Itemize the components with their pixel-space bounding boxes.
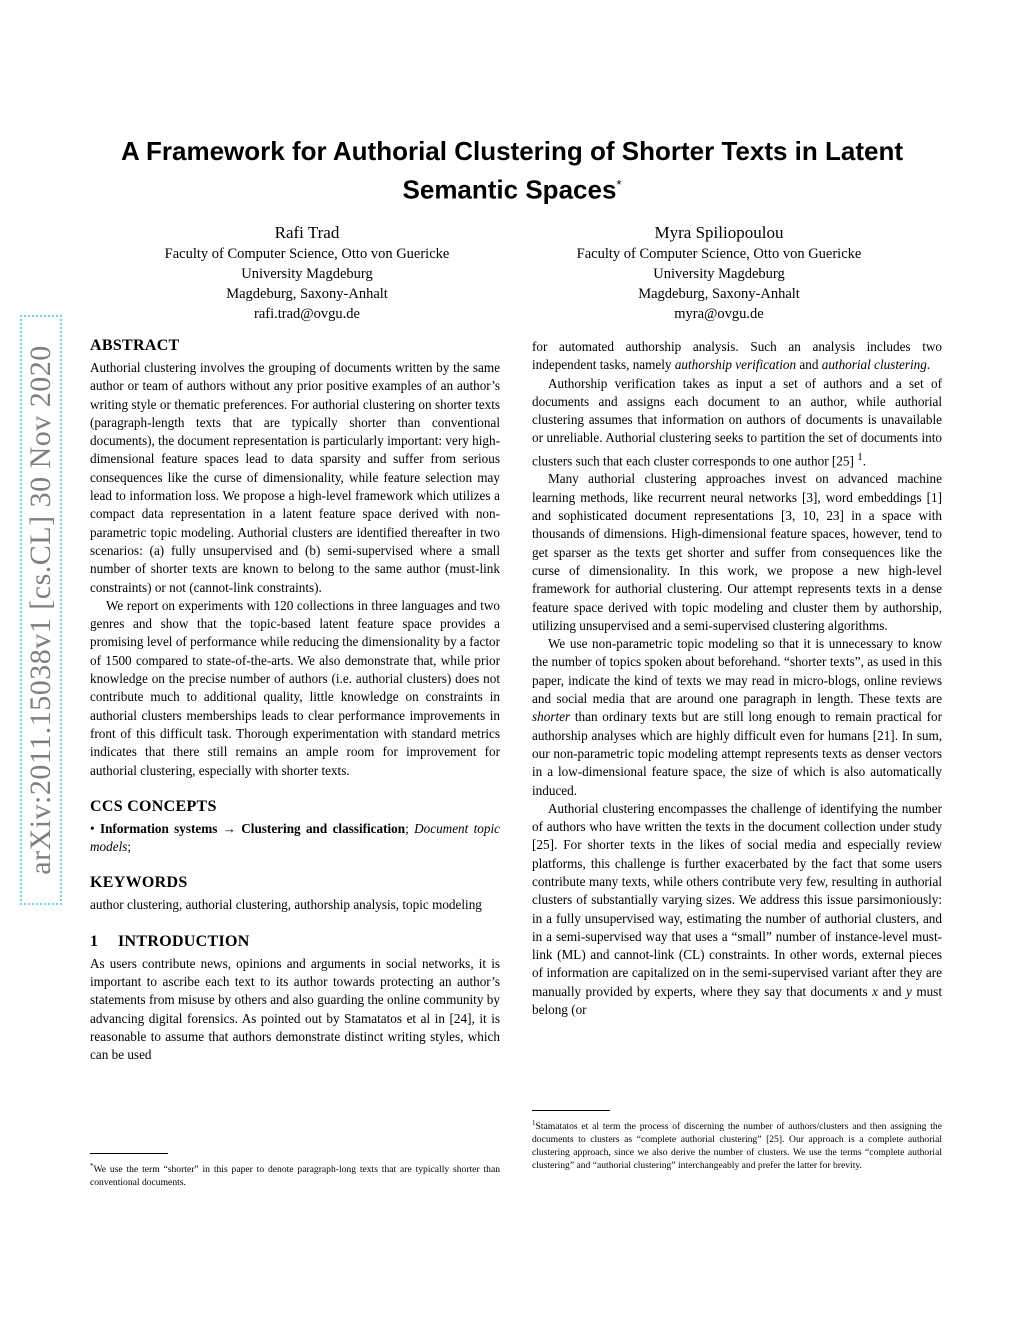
footnote-marker: *	[90, 1162, 94, 1170]
author-affiliation: Faculty of Computer Science, Otto von Guericke	[576, 246, 862, 262]
ccs-heading: CCS CONCEPTS	[90, 797, 217, 815]
text-run: for automated authorship analysis. Such an analysis includes two independent tasks, namely	[532, 339, 942, 373]
author-block-2	[539, 222, 899, 324]
author-affiliation: University Magdeburg	[653, 266, 785, 282]
right-footnote	[532, 1110, 942, 1172]
left-footnote	[90, 1153, 500, 1190]
intro-paragraph: As users contribute news, opinions and arguments in social networks, it is important to ascribe each text to its author towards protecting an author’s statements from misuse by others and also guarding the online community by advancing digital forensics. As pointed out by Stamatatos et al in [24], it is reasonable to assume that authors demonstrate distinct writing styles, which can be used	[90, 955, 500, 1063]
ccs-term: Document topic models	[90, 820, 501, 855]
footnote-marker: 1	[532, 1119, 536, 1127]
abstract-heading: ABSTRACT	[90, 337, 180, 354]
section-number: 1	[90, 932, 99, 950]
keywords-heading: KEYWORDS	[90, 874, 188, 892]
ccs-term: Information systems	[99, 820, 218, 836]
author-affiliation: University Magdeburg	[241, 266, 373, 282]
math-variable: x	[872, 983, 879, 999]
author-affiliation: Magdeburg, Saxony-Anhalt	[638, 286, 800, 302]
footnote-body: Stamatatos et al term the process of discerning the number of authors/clusters and then assigning the documents to clusters as “complete authorial clustering” [25]. Our approach is a complete authorial clustering approach, since we also derive the number of clusters. We use the terms “complete authorial clustering” and “authorial clustering” interchangeably and prefer the latter for brevity.	[532, 1121, 942, 1171]
author-block-1	[127, 222, 487, 324]
left-column	[90, 335, 500, 1065]
text-run: Authorship verification takes as input a set of authors and a set of documents and assigns each document to an author, while authorial clustering assumes that information on authors of documents is unavailable or unreliable. Authorial clustering seeks to partition the set of documents into clusters such that each cluster corresponds to one author [25]	[532, 375, 942, 469]
text-run: than ordinary texts but are still long enough to remain practical for authorship analyses which are highly difficult even for humans [21]. In sum, our non-parametric topic modeling attempt represents texts as denser vectors in a low-dimensional feature space, the size of which is also automatically induced.	[532, 709, 942, 798]
ccs-concepts	[90, 820, 500, 857]
text-run: We use non-parametric topic modeling so that it is unnecessary to know the number of topics spoken about beforehand. “shorter texts”, as used in this paper, indicate the kind of texts we may read in micro-blogs, online reviews and social media that are around one paragraph in length. These texts are	[532, 636, 942, 707]
emphasis-text: shorter	[532, 709, 571, 725]
math-variable: y	[906, 983, 912, 999]
ccs-term: Clustering and classification	[241, 820, 406, 836]
ccs-separator: ;	[405, 820, 409, 836]
footnote-divider	[90, 1153, 168, 1154]
footnote-body: We use the term “shorter” in this paper to denote paragraph-long texts that are typically shorter than conventional documents.	[90, 1164, 500, 1188]
right-column	[532, 338, 942, 1019]
introduction-heading	[90, 931, 500, 953]
author-affiliation: Magdeburg, Saxony-Anhalt	[226, 286, 388, 302]
abstract-paragraph: Authorial clustering involves the grouping of documents written by the same author or team of authors without any prior positive examples of an author’s writing style or thematic preferences. For authorial clustering on shorter texts (paragraph-length texts that are typically shorter than conventional documents), the document representation is particularly important: very high-dimensional feature spaces lead to data sparsity and suffer from serious consequences like the curse of dimensionality, while feature selection may lead to information loss. We propose a high-level framework which utilizes a compact data representation in a latent feature space derived with non-parametric topic modeling. Authorial clusters are identified thereafter in two scenarios: (a) fully unsupervised and (b) semi-supervised where a small number of shorter texts are known to belong to the same author (must-link constraints) or not (cannot-link constraints).	[90, 360, 500, 595]
arrow-icon: →	[222, 820, 236, 836]
intro-paragraph	[532, 635, 942, 800]
text-run: and	[878, 983, 906, 999]
title-footnote-marker[interactable]: *	[616, 177, 622, 192]
emphasis-text: authorial clustering	[821, 357, 927, 373]
footnote-text	[90, 1160, 500, 1190]
intro-paragraph: Many authorial clustering approaches invest on advanced machine learning methods, like recurrent neural networks [3], word embeddings [1] and sophisticated document representations [3, 10, 23] in a space with thousands of dimensions. High-dimensional feature spaces, however, tend to get sparser as the texts get shorter and suffer from consequences like the curse of dimensionality. In this work, we propose a new high-level framework for authorial clustering. Our attempt represents texts in a dense feature space derived with topic modeling and cluster them by authorship, utilizing unsupervised and a semi-supervised clustering algorithms.	[532, 471, 942, 633]
text-run: .	[862, 453, 866, 469]
author-name: Rafi Trad	[274, 223, 340, 242]
emphasis-text: authorship verification	[674, 357, 797, 373]
section-title: INTRODUCTION	[118, 932, 250, 950]
text-run: .	[926, 357, 931, 373]
footnote-text	[532, 1117, 942, 1172]
author-affiliation: Faculty of Computer Science, Otto von Guericke	[164, 246, 450, 262]
paper-title	[80, 135, 944, 207]
footnote-ref[interactable]: 1	[857, 450, 863, 463]
text-run: and	[796, 357, 822, 373]
ccs-bullet: •	[90, 820, 95, 836]
title-line-2: Semantic Spaces	[402, 174, 617, 205]
footnote-divider	[532, 1110, 610, 1111]
arxiv-id[interactable]: arXiv:2011.15038v1 [cs.CL] 30 Nov 2020	[24, 345, 57, 875]
text-run: Authorial clustering encompasses the challenge of identifying the number of authors who have written the texts in the document collection under study [25]. For shorter texts in the likes of social media and especially review platforms, this challenge is further exacerbated by the fact that some users contribute many texts, while others contribute very few, resulting in authorial clusters of substantially varying sizes. We address this issue parsimoniously: in a fully unsupervised way, estimating the number of authorial clusters, and in a semi-supervised way that uses a “small” number of instance-level must-link (ML) and cannot-link (CL) constraints. In other words, external pieces of information are capitalized on in the semi-supervised variant after they are manually provided by experts, where they say that documents	[532, 800, 942, 999]
author-name: Myra Spiliopoulou	[654, 223, 784, 242]
text-run: must belong (or	[532, 983, 942, 1018]
intro-paragraph	[532, 375, 942, 471]
intro-paragraph	[532, 338, 942, 375]
title-line-1: A Framework for Authorial Clustering of Shorter Texts in Latent	[120, 136, 903, 166]
abstract-paragraph: We report on experiments with 120 collections in three languages and two genres and show that the topic-based latent feature space provides a promising level of performance while reducing the dimensionality by a factor of 1500 compared to state-of-the-arts. We also demonstrate that, while prior knowledge on the precise number of authors (i.e. authorial clusters) does not contribute much to additional quality, little knowledge on constraints in authorial clusters memberships leads to clear performance improvements in front of this difficult task. Thorough experimentation with standard metrics indicates that there still remains an ample room for improvement for authorial clustering, especially with shorter texts.	[90, 597, 500, 778]
arxiv-stamp	[20, 315, 62, 905]
author-email[interactable]: rafi.trad@ovgu.de	[254, 306, 360, 322]
ccs-separator: ;	[127, 839, 132, 855]
keywords-text: author clustering, authorial clustering, authorship analysis, topic modeling	[90, 897, 482, 913]
intro-paragraph	[532, 800, 942, 1020]
author-email[interactable]: myra@ovgu.de	[674, 306, 764, 322]
